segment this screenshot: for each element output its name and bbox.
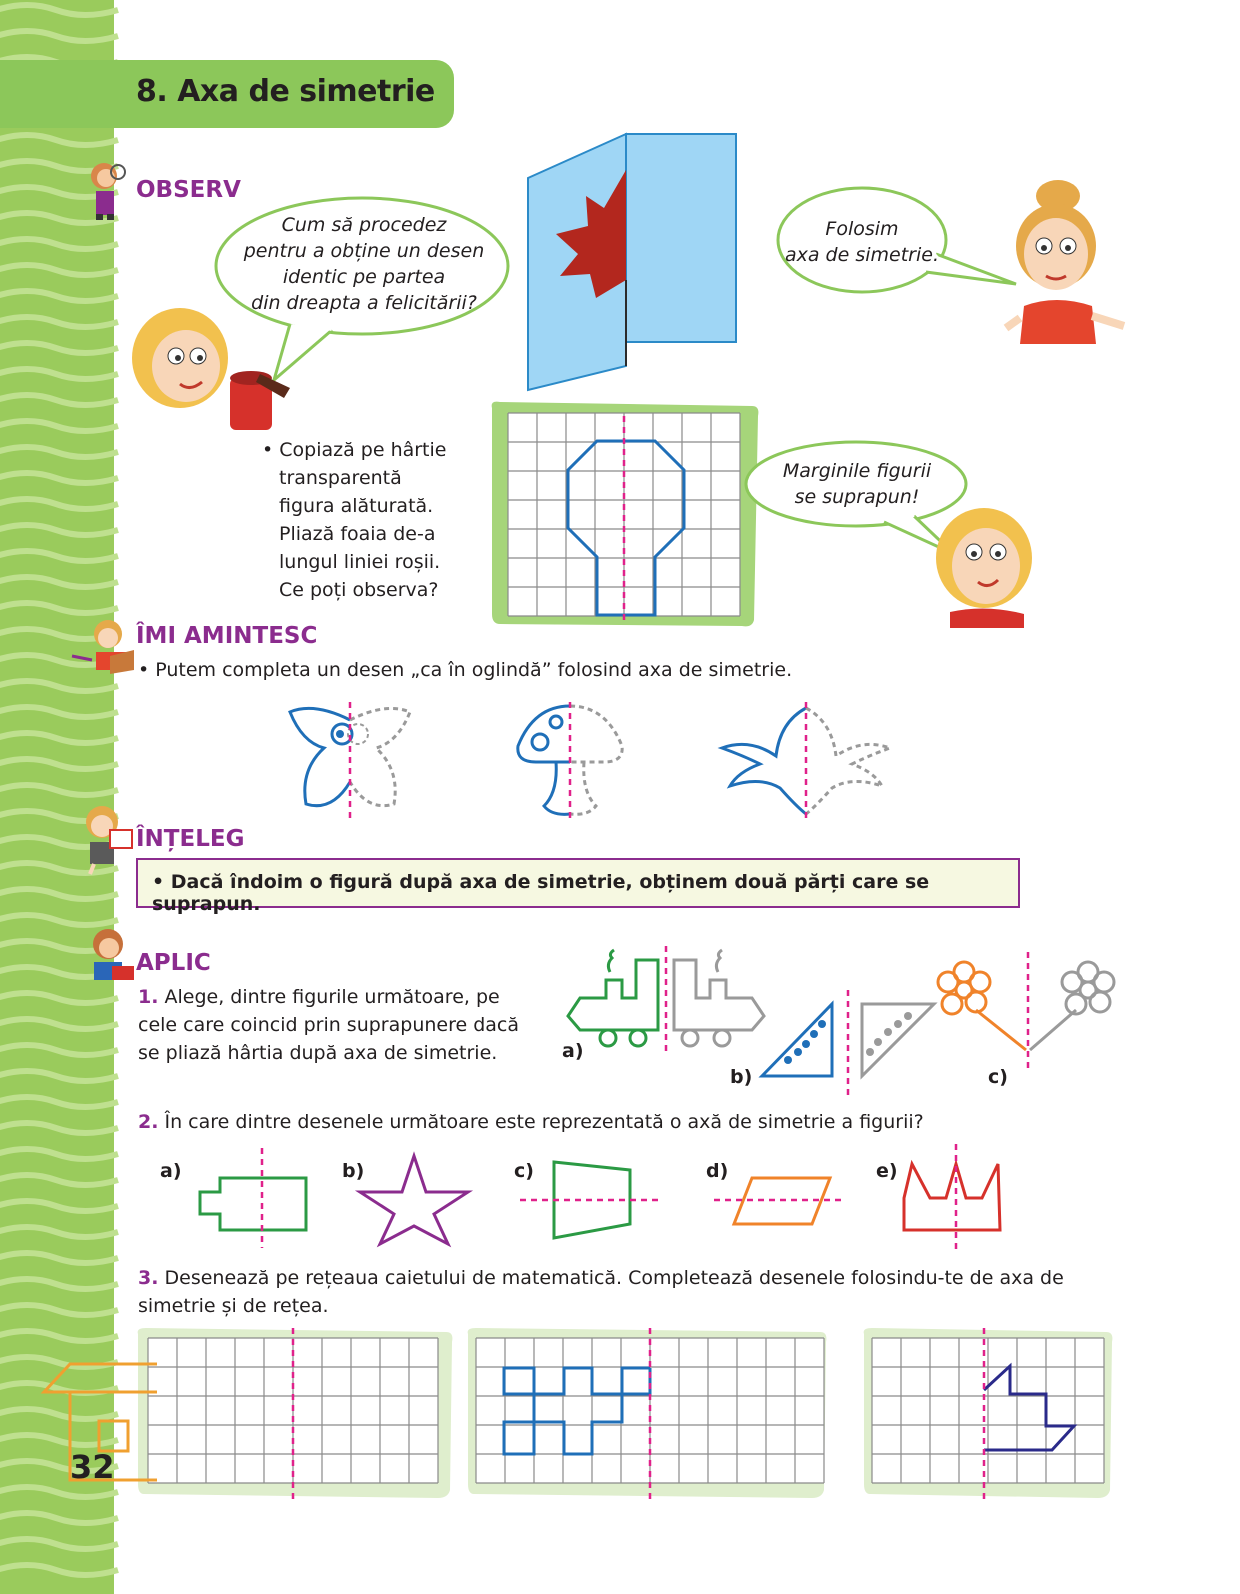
wave-stripe (0, 1539, 118, 1549)
wave-stripe (0, 343, 118, 353)
exercise-1-label-b: b) (730, 1066, 753, 1088)
wave-stripe (0, 1175, 118, 1185)
exercise-number: 1. (138, 986, 159, 1008)
remember-text: • Putem completa un desen „ca în oglindă” folosind axa de simetrie. (138, 659, 793, 681)
instruction-line: figura alăturată. (279, 495, 434, 517)
wave-pattern (0, 0, 114, 1594)
title-banner (0, 60, 454, 128)
wave-stripe (0, 681, 118, 691)
wave-stripe (0, 707, 118, 717)
mushroom-symmetry-figure (512, 702, 632, 822)
wave-stripe (0, 577, 118, 587)
wave-stripe (0, 1409, 118, 1419)
bubble-line: identic pe partea (282, 266, 446, 288)
copy-instruction (262, 436, 446, 604)
wave-stripe (0, 889, 118, 899)
wave-stripe (0, 291, 118, 301)
wave-stripe (0, 993, 118, 1003)
wave-stripe (0, 915, 118, 925)
bubble-line: Folosim (825, 218, 899, 240)
instruction-line: transparentă (279, 467, 402, 489)
boy-magnifier-icon (84, 158, 124, 220)
exercise-1-label-c: c) (988, 1066, 1008, 1088)
girl-holding-card-icon (66, 802, 136, 874)
option-e-figure (900, 1144, 1010, 1254)
flower-symmetry-figure (936, 952, 1116, 1072)
greeting-card-leaf-illustration (524, 130, 738, 392)
wave-stripe (0, 473, 118, 483)
exercise-1-text (138, 983, 538, 1067)
exercise-2-label-a: a) (160, 1160, 182, 1182)
exercise-2-label-d: d) (706, 1160, 729, 1182)
wave-stripe (0, 1565, 118, 1575)
exercise-2-label-e: e) (876, 1160, 898, 1182)
option-b-figure (356, 1148, 476, 1248)
exercise-1-label-a: a) (562, 1040, 584, 1062)
train-symmetry-figure (566, 946, 766, 1056)
wave-stripe (0, 421, 118, 431)
grid-keyhole-figure (490, 400, 760, 628)
instruction-line: lungul liniei roșii. (279, 551, 441, 573)
instruction-line: • Copiază pe hârtie (262, 439, 447, 461)
wave-stripe (0, 1227, 118, 1237)
wave-stripe (0, 551, 118, 561)
girl-reading-icon (70, 616, 136, 676)
wave-stripe (0, 759, 118, 769)
wave-stripe (0, 1279, 118, 1289)
instruction-line: Ce poți observa? (279, 579, 439, 601)
exercise-number: 3. (138, 1267, 159, 1289)
butterfly-symmetry-figure (284, 702, 424, 822)
wave-stripe (0, 1201, 118, 1211)
exercise-line: Alege, dintre figurile următoare, pe (164, 986, 500, 1008)
option-a-figure (196, 1148, 316, 1248)
exercise-line: cele care coincid prin suprapunere dacă (138, 1014, 520, 1036)
girl-thinking-illustration (120, 296, 300, 436)
wave-stripe (0, 317, 118, 327)
understand-text: • Dacă îndoim o figură după axa de simetrie, obținem două părți care se suprapun. (152, 871, 930, 915)
wave-stripe (0, 1331, 118, 1341)
wave-stripe (0, 265, 118, 275)
grid-exercise-3b (466, 1328, 830, 1500)
exercise-number: 2. (138, 1111, 159, 1133)
wave-stripe (0, 603, 118, 613)
wave-stripe (0, 1019, 118, 1029)
triangle-symmetry-figure (760, 990, 940, 1100)
wave-stripe (0, 1149, 118, 1159)
bubble-line: din dreapta a felicitării? (251, 292, 477, 314)
wave-stripe (0, 1045, 118, 1055)
exercise-2-text (138, 1108, 924, 1136)
girl-ponytail-illustration (1006, 176, 1126, 346)
bubble-line: Marginile figurii (782, 460, 932, 482)
wave-stripe (0, 395, 118, 405)
wave-stripe (0, 239, 118, 249)
option-d-figure (710, 1148, 850, 1248)
girl-thinking-small-illustration (930, 500, 1040, 630)
instruction-line: Pliază foaia de-a (279, 523, 436, 545)
wave-stripe (0, 5, 118, 15)
bubble-line: Cum să procedez (281, 214, 447, 236)
wave-stripe (0, 499, 118, 509)
wave-stripe (0, 1123, 118, 1133)
option-c-figure (520, 1148, 660, 1248)
section-heading-observe: OBSERV (136, 177, 241, 203)
exercise-line: Desenează pe rețeaua caietului de matematică. Completează desenele folosindu-te de axa de (164, 1267, 1064, 1289)
wave-stripe (0, 447, 118, 457)
wave-stripe (0, 1253, 118, 1263)
side-decorative-strip (0, 0, 114, 1594)
exercise-line: În care dintre desenele următoare este reprezentată o axă de simetrie a figurii? (164, 1111, 924, 1133)
page-title: 8. Axa de simetrie (136, 74, 435, 109)
exercise-line: se pliază hârtia după axa de simetrie. (138, 1042, 498, 1064)
bubble-line: pentru a obține un desen (243, 240, 485, 262)
grid-exercise-3c (862, 1328, 1114, 1500)
bubble-line: axa de simetrie. (784, 244, 939, 266)
exercise-2-label-c: c) (514, 1160, 534, 1182)
boy-reading-icon (82, 926, 134, 986)
exercise-3-text (138, 1264, 1128, 1320)
section-heading-understand: ÎNȚELEG (136, 826, 245, 852)
understand-box (136, 858, 1020, 915)
wave-stripe (0, 1097, 118, 1107)
wave-stripe (0, 369, 118, 379)
bubble-line: se suprapun! (794, 486, 920, 508)
wave-stripe (0, 31, 118, 41)
exercise-line: simetrie și de rețea. (138, 1295, 329, 1317)
page-number: 32 (70, 1448, 115, 1486)
wave-stripe (0, 135, 118, 145)
wave-stripe (0, 1513, 118, 1523)
wave-stripe (0, 785, 118, 795)
wave-stripe (0, 525, 118, 535)
bird-symmetry-figure (720, 702, 900, 822)
wave-stripe (0, 1071, 118, 1081)
wave-stripe (0, 1487, 118, 1497)
wave-stripe (0, 733, 118, 743)
wave-stripe (0, 1305, 118, 1315)
exercise-2-label-b: b) (342, 1160, 365, 1182)
speech-bubble-right (782, 216, 942, 268)
grid-exercise-3a (136, 1328, 456, 1500)
section-heading-remember: ÎMI AMINTESC (136, 623, 318, 649)
section-heading-apply: APLIC (136, 950, 211, 976)
